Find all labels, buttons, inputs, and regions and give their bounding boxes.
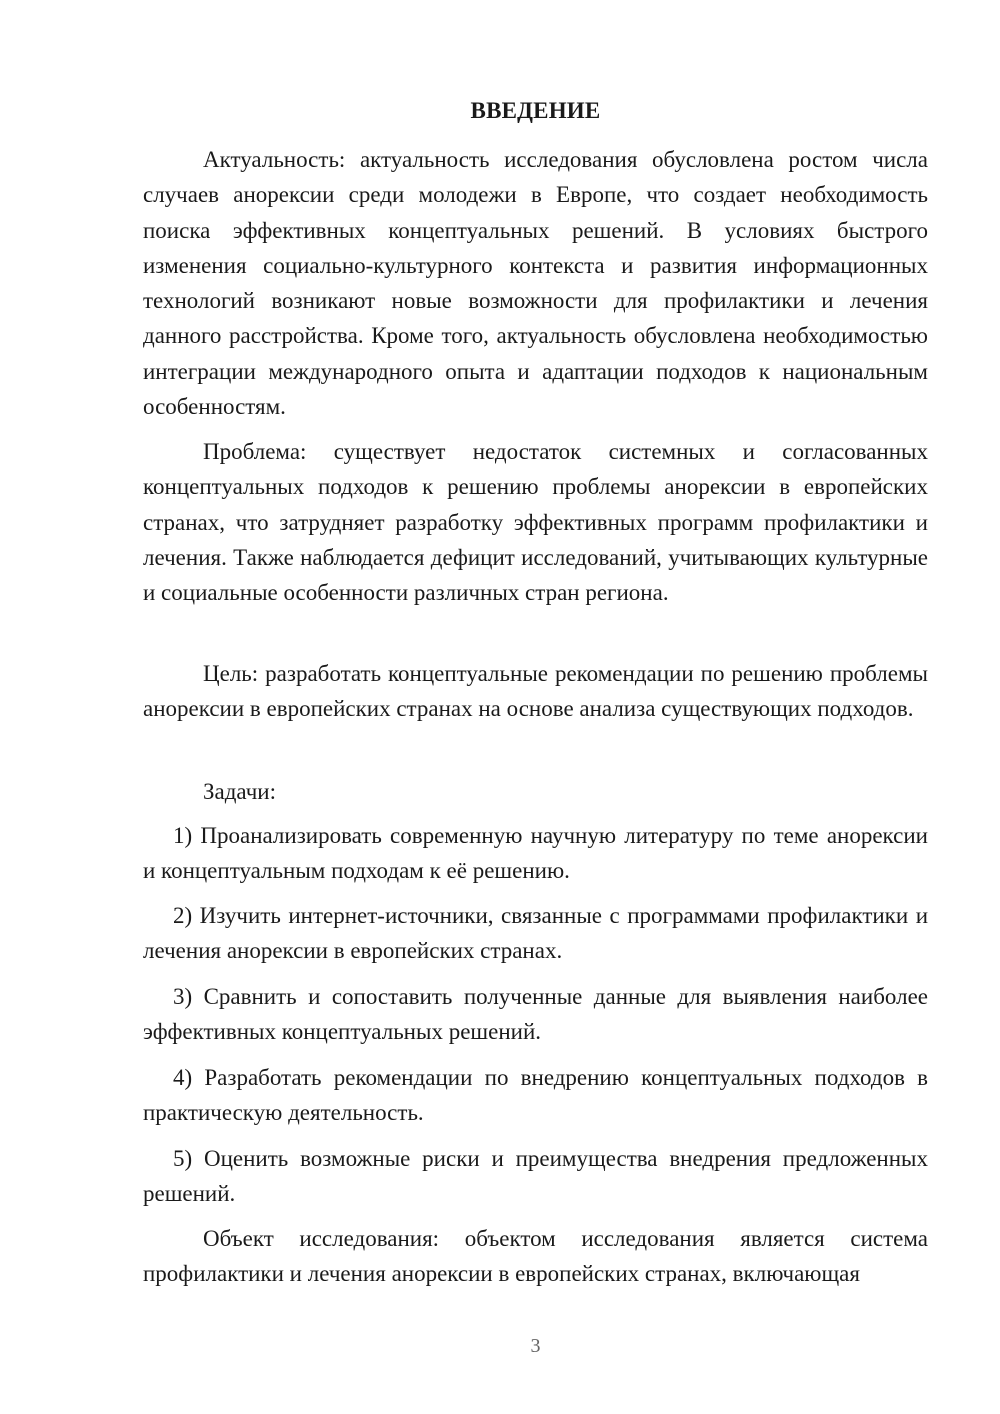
paragraph-actuality: Актуальность: актуальность исследования обусловлена ростом числа случаев анорексии среди молодежи в Европе, что создает необходимость поиска эффективных концептуальных решений. В условиях быстрого изменения социально-культурного контекста и развития информационных технологий возникают новые возможности для профилактики и лечения данного расстройства. Кроме того, актуальность обусловлена необходимостью интеграции международного опыта и адаптации подходов к национальным особенностям. bbox=[143, 147, 928, 420]
page-title: ВВЕДЕНИЕ bbox=[470, 98, 601, 123]
paragraph-problem: Проблема: существует недостаток системных и согласованных концептуальных подходов к решению проблемы анорексии в европейских странах, что затрудняет разработку эффективных программ профилактики и лечения. Также наблюдается дефицит исследований, учитывающих культурные и социальные особенности различных стран региона. bbox=[143, 439, 928, 606]
page-number: 3 bbox=[530, 1335, 541, 1357]
task-item: 2) Изучить интернет-источники, связанные с программами профилактики и лечения анорексии в европейских странах. bbox=[143, 903, 928, 963]
task-item: 3) Сравнить и сопоставить полученные данные для выявления наиболее эффективных концептуальных решений. bbox=[143, 984, 928, 1044]
task-item: 1) Проанализировать современную научную литературу по теме анорексии и концептуальным подходам к её решению. bbox=[143, 823, 928, 883]
paragraph-object: Объект исследования: объектом исследования является система профилактики и лечения анорексии в европейских странах, включающая bbox=[143, 1226, 928, 1287]
task-item: 5) Оценить возможные риски и преимущества внедрения предложенных решений. bbox=[143, 1146, 928, 1206]
tasks-heading: Задачи: bbox=[203, 779, 276, 804]
paragraph-goal: Цель: разработать концептуальные рекомендации по решению проблемы анорексии в европейских странах на основе анализа существующих подходов. bbox=[143, 661, 928, 722]
task-item: 4) Разработать рекомендации по внедрению концептуальных подходов в практическую деятельность. bbox=[143, 1065, 928, 1125]
